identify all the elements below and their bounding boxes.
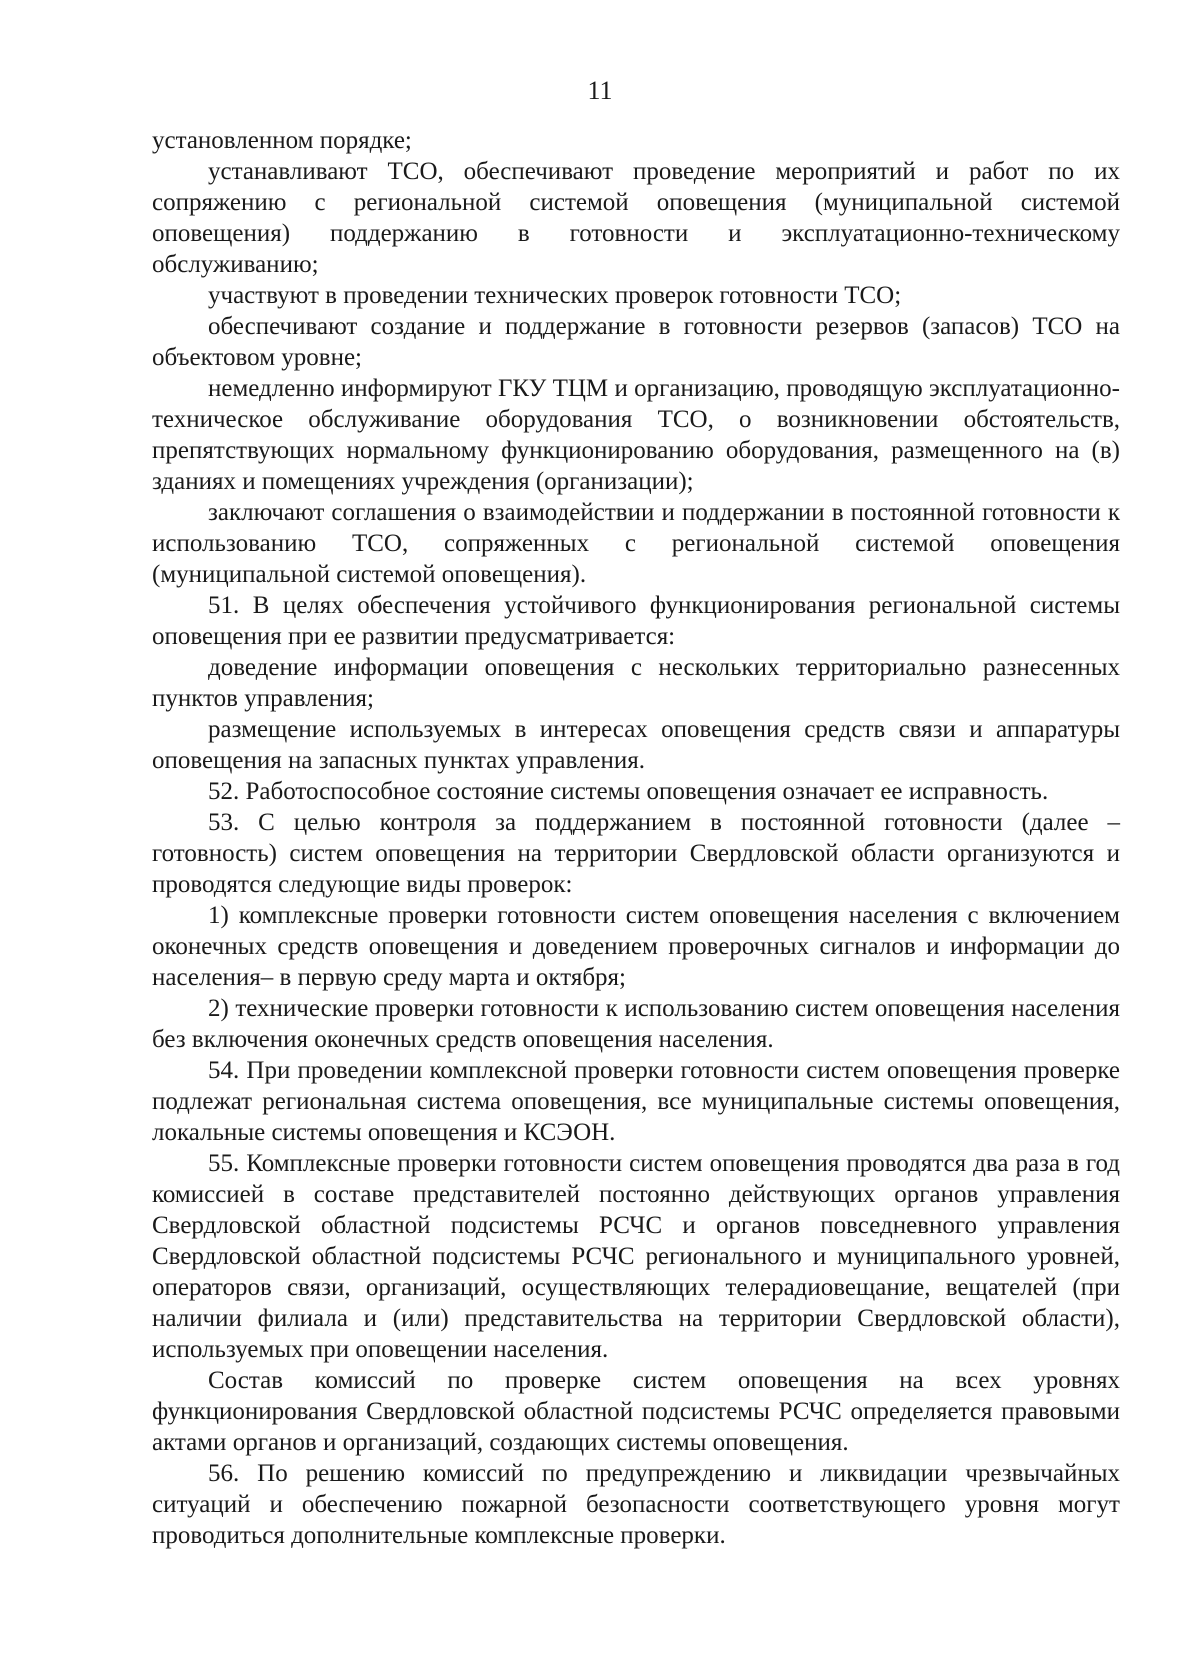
paragraph: 55. Комплексные проверки готовности систем оповещения проводятся два раза в год комиссией в составе представителей постоянно действующих органов управления Свердловской областной подсистемы РСЧС и органов повседневного управления Свердловской областной подсистемы РСЧС регионального и муниципального уровней, операторов связи, организаций, осуществляющих телерадиовещание, вещателей (при наличии филиала и (или) представительства на территории Свердловской области), используемых при оповещении населения. bbox=[152, 1150, 1120, 1363]
paragraph: доведение информации оповещения с нескольких территориально разнесенных пунктов управления; bbox=[152, 654, 1120, 712]
paragraph: 52. Работоспособное состояние системы оповещения означает ее исправность. bbox=[208, 778, 1049, 805]
paragraph: размещение используемых в интересах оповещения средств связи и аппаратуры оповещения на запасных пунктах управления. bbox=[152, 716, 1120, 774]
paragraph: заключают соглашения о взаимодействии и поддержании в постоянной готовности к использованию ТСО, сопряженных с региональной системой оповещения (муниципальной системой оповещения). bbox=[152, 499, 1120, 588]
paragraph: Состав комиссий по проверке систем оповещения на всех уровнях функционирования Свердловской областной подсистемы РСЧС определяется правовыми актами органов и организаций, создающих системы оповещения. bbox=[152, 1367, 1120, 1456]
paragraph: немедленно информируют ГКУ ТЦМ и организацию, проводящую эксплуатационно-техническое обслуживание оборудования ТСО, о возникновении обстоятельств, препятствующих нормальному функционированию оборудования, размещенного на (в) зданиях и помещениях учреждения (организации); bbox=[152, 375, 1120, 495]
page-number: 11 bbox=[587, 76, 613, 105]
paragraph: обеспечивают создание и поддержание в готовности резервов (запасов) ТСО на объектовом уровне; bbox=[152, 313, 1120, 371]
paragraph: 2) технические проверки готовности к использованию систем оповещения населения без включения оконечных средств оповещения населения. bbox=[152, 995, 1120, 1053]
paragraph: участвуют в проведении технических проверок готовности ТСО; bbox=[208, 282, 902, 309]
paragraph: 1) комплексные проверки готовности систем оповещения населения с включением оконечных средств оповещения и доведением проверочных сигналов и информации до населения– в первую среду марта и октября; bbox=[152, 902, 1120, 991]
document-body bbox=[152, 125, 1120, 1551]
paragraph: 56. По решению комиссий по предупреждению и ликвидации чрезвычайных ситуаций и обеспечению пожарной безопасности соответствующего уровня могут проводиться дополнительные комплексные проверки. bbox=[152, 1460, 1120, 1549]
paragraph: устанавливают ТСО, обеспечивают проведение мероприятий и работ по их сопряжению с региональной системой оповещения (муниципальной системой оповещения) поддержанию в готовности и эксплуатационно-техническому обслуживанию; bbox=[152, 158, 1120, 278]
paragraph: установленном порядке; bbox=[152, 127, 412, 154]
paragraph: 54. При проведении комплексной проверки готовности систем оповещения проверке подлежат региональная система оповещения, все муниципальные системы оповещения, локальные системы оповещения и КСЭОН. bbox=[152, 1057, 1120, 1146]
paragraph: 51. В целях обеспечения устойчивого функционирования региональной системы оповещения при ее развитии предусматривается: bbox=[152, 592, 1120, 650]
paragraph: 53. С целью контроля за поддержанием в постоянной готовности (далее – готовность) систем оповещения на территории Свердловской области организуются и проводятся следующие виды проверок: bbox=[152, 809, 1120, 898]
